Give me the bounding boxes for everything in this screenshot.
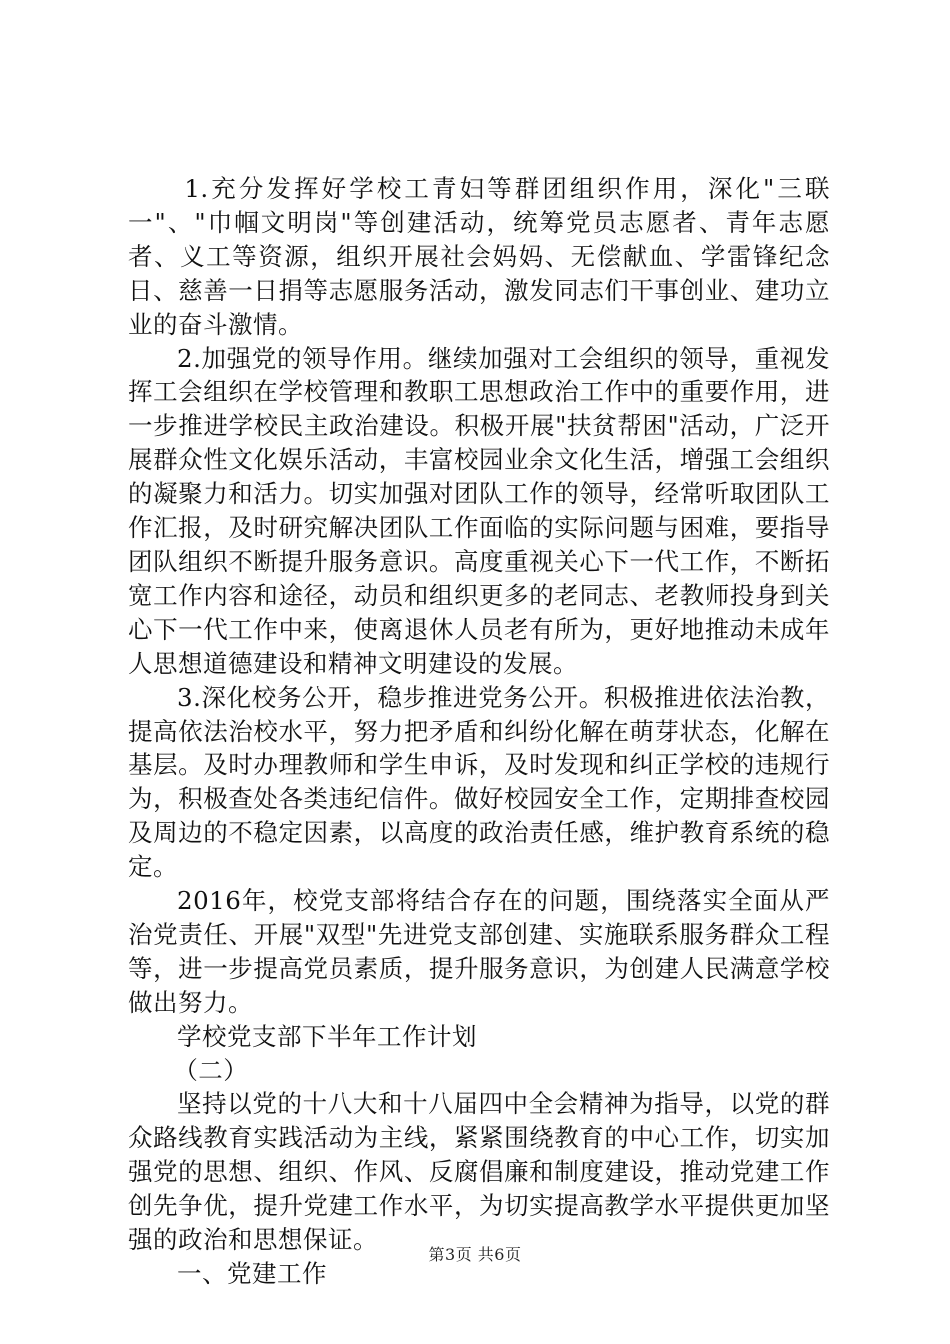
page-number-footer: 第3页 共6页 — [428, 1245, 522, 1264]
document-subtitle: （二） — [173, 1055, 249, 1085]
paragraph-item-3: 3.深化校务公开，稳步推进党务公开。积极推进依法治教，提高依法治校水平，努力把矛盾和纠纷化解在萌芽状态，化解在基层。及时办理教师和学生申诉，及时发现和纠正学校的违规行为，积极查处各类违纪信件。做好校园安全工作，定期排查校园及周边的不稳定因素，以高度的政治责任感，维护教育系统的稳定。 — [128, 682, 830, 882]
section-heading: 一、党建工作 — [177, 1259, 327, 1288]
paragraph-item-2: 2.加强党的领导作用。继续加强对工会组织的领导，重视发挥工会组织在学校管理和教职工思想政治工作中的重要作用，进一步推进学校民主政治建设。积极开展"扶贫帮困"活动，广泛开展群众性文化娱乐活动，丰富校园业余文化生活，增强工会组织的凝聚力和活力。切实加强对团队工作的领导，经常听取团队工作汇报，及时研究解决团队工作面临的实际问题与困难，要指导团队组织不断提升服务意识。高度重视关心下一代工作，不断拓宽工作内容和途径，动员和组织更多的老同志、老教师投身到关心下一代工作中来，使离退休人员老有所为，更好地推动未成年人思想道德建设和精神文明建设的发展。 — [128, 343, 830, 678]
document-title: 学校党支部下半年工作计划 — [177, 1021, 477, 1051]
intro-paragraph: 坚持以党的十八大和十八届四中全会精神为指导，以党的群众路线教育实践活动为主线，紧紧围绕教育的中心工作，切实加强党的思想、组织、作风、反腐倡廉和制度建设，推动党建工作创先争优，提升党建工作水平，为切实提高教学水平提供更加坚强的政治和思想保证。 — [128, 1089, 830, 1255]
paragraph-item-1: 1.充分发挥好学校工青妇等群团组织作用，深化"三联一"、"巾帼文明岗"等创建活动，统筹党员志愿者、青年志愿者、义工等资源，组织开展社会妈妈、无偿献血、学雷锋纪念日、慈善一日捐等志愿服务活动，激发同志们干事创业、建功立业的奋斗激情。 — [128, 174, 830, 339]
paragraph-year-summary: 2016年，校党支部将结合存在的问题，围绕落实全面从严治党责任、开展"双型"先进党支部创建、实施联系服务群众工程等，进一步提高党员素质，提升服务意识，为创建人民满意学校做出努力。 — [128, 886, 830, 1017]
document-body — [128, 172, 830, 1291]
